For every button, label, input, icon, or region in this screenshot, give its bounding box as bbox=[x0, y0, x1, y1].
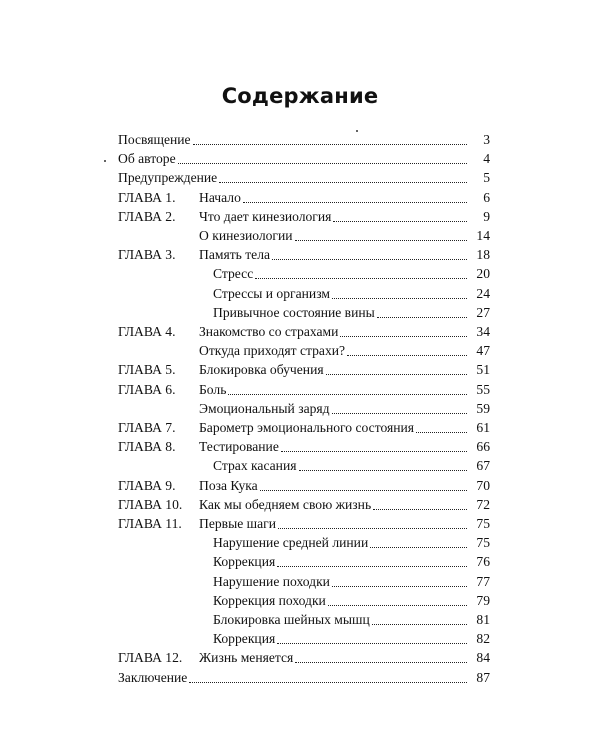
toc-chapter-label: ГЛАВА 3. bbox=[118, 247, 176, 263]
toc-entry bbox=[0, 416, 490, 436]
toc-chapter-label: ГЛАВА 9. bbox=[118, 477, 176, 493]
dot-leader bbox=[281, 451, 467, 452]
toc-entry bbox=[0, 166, 490, 186]
toc-entry bbox=[0, 474, 490, 494]
toc-entry bbox=[0, 358, 490, 378]
toc-page-number: 75 bbox=[476, 516, 490, 531]
dot-leader bbox=[295, 240, 467, 241]
dot-leader bbox=[243, 202, 467, 203]
toc-entry bbox=[0, 128, 490, 148]
toc-entry bbox=[0, 454, 490, 474]
toc-page-number: 70 bbox=[476, 477, 490, 493]
toc-title: Поза Кука bbox=[199, 477, 258, 493]
toc-entry bbox=[0, 570, 490, 590]
print-speck bbox=[356, 130, 358, 132]
toc-page-number: 14 bbox=[476, 228, 490, 243]
toc-entry bbox=[0, 589, 490, 609]
toc-title: Блокировка шейных мышц bbox=[213, 612, 370, 627]
toc-title: Нарушение средней линии bbox=[213, 535, 369, 551]
page-title: Содержание bbox=[221, 84, 379, 108]
toc-title: Блокировка обучения bbox=[199, 362, 324, 378]
dot-leader bbox=[332, 298, 467, 299]
toc-entry bbox=[0, 147, 490, 167]
toc-title: Начало bbox=[199, 189, 241, 205]
toc-page-number: 20 bbox=[476, 266, 490, 282]
toc-entry bbox=[0, 378, 490, 398]
dot-leader bbox=[193, 144, 467, 145]
toc-title: Боль bbox=[199, 381, 227, 397]
toc-title: Заключение bbox=[118, 669, 188, 685]
toc-title: Коррекция походки bbox=[213, 592, 326, 608]
toc-title: Что дает кинезиология bbox=[199, 208, 332, 224]
toc-entry bbox=[0, 666, 490, 686]
toc-page-number: 84 bbox=[476, 650, 490, 666]
dot-leader bbox=[328, 605, 467, 606]
toc-entry bbox=[0, 435, 490, 455]
dot-leader bbox=[272, 259, 467, 260]
toc-title: Посвящение bbox=[118, 132, 191, 147]
dot-leader bbox=[332, 586, 467, 587]
toc-entry bbox=[0, 301, 490, 321]
toc-page-number: 81 bbox=[476, 612, 490, 627]
toc-entry bbox=[0, 531, 490, 551]
toc-chapter-label: ГЛАВА 7. bbox=[118, 420, 176, 435]
toc-entry bbox=[0, 627, 490, 647]
toc-entry bbox=[0, 186, 490, 206]
toc-title: Привычное состояние вины bbox=[213, 304, 375, 320]
toc-page-number: 3 bbox=[483, 132, 490, 147]
toc-page-number: 82 bbox=[476, 631, 490, 647]
toc-chapter-label: ГЛАВА 11. bbox=[118, 516, 182, 531]
dot-leader bbox=[377, 317, 467, 318]
toc-title: Стрессы и организм bbox=[213, 285, 330, 301]
dot-leader bbox=[228, 394, 467, 395]
dot-leader bbox=[178, 163, 467, 164]
dot-leader bbox=[219, 182, 467, 183]
dot-leader bbox=[299, 470, 468, 471]
toc-chapter-label: ГЛАВА 5. bbox=[118, 362, 176, 378]
toc-page-number: 66 bbox=[476, 439, 490, 455]
dot-leader bbox=[333, 221, 467, 222]
toc-chapter-label: ГЛАВА 4. bbox=[118, 324, 176, 339]
toc-entry bbox=[0, 282, 490, 302]
toc-title: Нарушение походки bbox=[213, 573, 330, 589]
toc-title: Память тела bbox=[199, 247, 271, 263]
toc-title: О кинезиологии bbox=[199, 228, 293, 243]
toc-title: Предупреждение bbox=[118, 170, 218, 186]
dot-leader bbox=[347, 355, 467, 356]
toc-page-number: 61 bbox=[476, 420, 490, 435]
toc-entry bbox=[0, 320, 490, 340]
toc-entry bbox=[0, 550, 490, 570]
toc-title: Тестирование bbox=[199, 439, 279, 455]
toc-title: Откуда приходят страхи? bbox=[199, 343, 346, 359]
toc-page-number: 76 bbox=[476, 554, 490, 570]
toc-page-number: 75 bbox=[476, 535, 490, 551]
toc-page-number: 51 bbox=[476, 362, 490, 378]
toc-title: Коррекция bbox=[213, 554, 276, 570]
dot-leader bbox=[373, 509, 467, 510]
toc-page-number: 87 bbox=[476, 669, 490, 685]
toc-title: Как мы обедняем свою жизнь bbox=[199, 496, 372, 512]
dot-leader bbox=[255, 278, 467, 279]
toc-page-number: 9 bbox=[483, 208, 490, 224]
toc-page-number: 18 bbox=[476, 247, 490, 263]
toc-chapter-label: ГЛАВА 6. bbox=[118, 381, 176, 397]
toc-page-number: 72 bbox=[476, 496, 490, 512]
print-speck bbox=[104, 160, 106, 162]
dot-leader bbox=[372, 624, 467, 625]
dot-leader bbox=[278, 528, 467, 529]
dot-leader bbox=[326, 374, 467, 375]
toc-chapter-label: ГЛАВА 1. bbox=[118, 189, 176, 205]
dot-leader bbox=[189, 682, 467, 683]
toc-entry bbox=[0, 243, 490, 263]
toc-page-number: 47 bbox=[476, 343, 490, 359]
toc-title: Коррекция bbox=[213, 631, 276, 647]
toc-page-number: 6 bbox=[483, 189, 490, 205]
toc-entry bbox=[0, 339, 490, 359]
dot-leader bbox=[370, 547, 467, 548]
dot-leader bbox=[277, 566, 467, 567]
dot-leader bbox=[340, 336, 467, 337]
toc-page-number: 24 bbox=[476, 285, 490, 301]
toc-title: Барометр эмоционального состояния bbox=[199, 420, 415, 435]
toc-entry bbox=[0, 608, 490, 628]
toc-title: Эмоциональный заряд bbox=[199, 400, 330, 416]
toc-chapter-label: ГЛАВА 12. bbox=[118, 650, 183, 666]
toc-chapter-label: ГЛАВА 2. bbox=[118, 208, 176, 224]
toc-page-number: 79 bbox=[476, 592, 490, 608]
toc-entry bbox=[0, 205, 490, 225]
toc-page-number: 34 bbox=[476, 324, 490, 339]
toc-page-number: 77 bbox=[476, 573, 490, 589]
toc-page-number: 59 bbox=[476, 400, 490, 416]
toc-title: Страх касания bbox=[213, 458, 297, 474]
toc-page-number: 27 bbox=[476, 304, 490, 320]
dot-leader bbox=[295, 662, 467, 663]
toc-page-number: 5 bbox=[483, 170, 490, 186]
toc-page-number: 4 bbox=[483, 151, 490, 167]
toc-entry bbox=[0, 493, 490, 513]
toc-entry bbox=[0, 646, 490, 666]
toc-title: Стресс bbox=[213, 266, 254, 282]
toc-title: Жизнь меняется bbox=[199, 650, 294, 666]
dot-leader bbox=[260, 490, 467, 491]
toc-entry bbox=[0, 512, 490, 532]
toc-entry bbox=[0, 397, 490, 417]
dot-leader bbox=[277, 643, 467, 644]
toc-entry bbox=[0, 224, 490, 244]
toc-chapter-label: ГЛАВА 8. bbox=[118, 439, 176, 455]
toc-page-number: 55 bbox=[476, 381, 490, 397]
toc-page-number: 67 bbox=[476, 458, 490, 474]
toc-chapter-label: ГЛАВА 10. bbox=[118, 496, 183, 512]
dot-leader bbox=[416, 432, 467, 433]
toc-title: Знакомство со страхами bbox=[199, 324, 339, 339]
toc-title: Об авторе bbox=[118, 151, 176, 167]
toc-title: Первые шаги bbox=[199, 516, 276, 531]
dot-leader bbox=[332, 413, 467, 414]
toc-entry bbox=[0, 262, 490, 282]
